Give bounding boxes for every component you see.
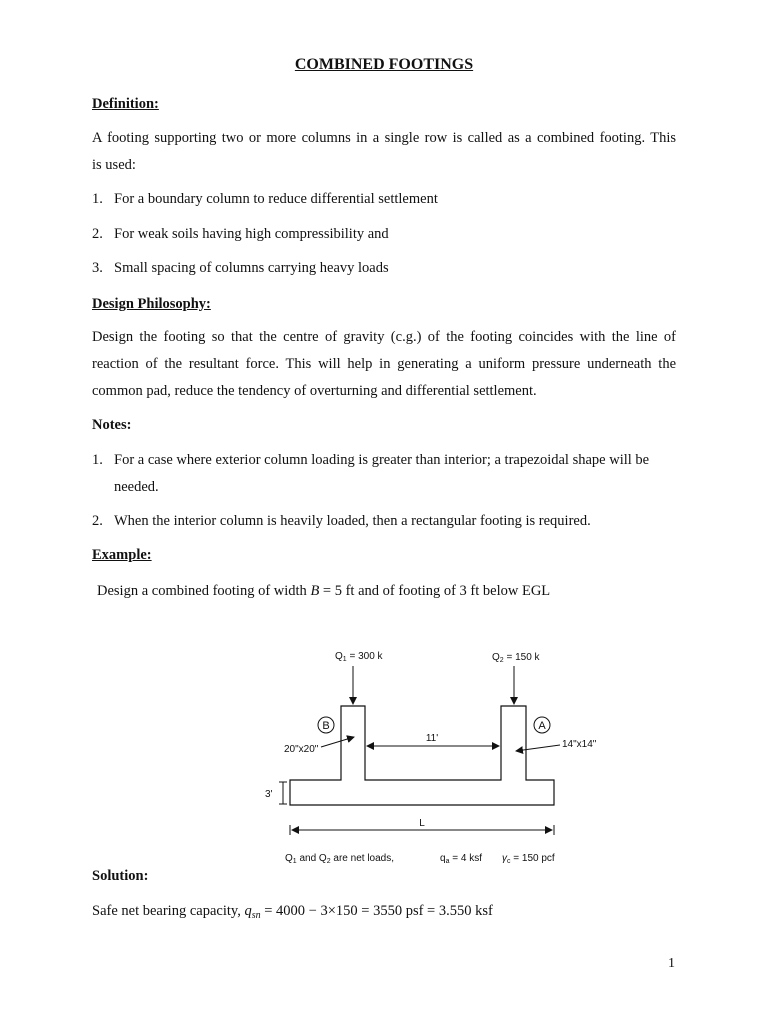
example-text-post: = 5 ft and of footing of 3 ft below EGL — [319, 583, 551, 599]
q1-load-label: $Q_1 = 300$ k — [335, 651, 383, 663]
notes-item-1-line-2: needed. — [114, 479, 159, 495]
example-var-b: B — [310, 583, 320, 599]
footing-length-label: L — [419, 818, 425, 829]
design-philosophy-heading: Design Philosophy: — [92, 296, 211, 312]
allowable-pressure-note: $q_a = 4$ ksf — [440, 853, 482, 865]
solution-text-pre: Safe net bearing capacity, — [92, 903, 245, 919]
example-heading: Example: — [92, 547, 152, 563]
column-b-pointer — [321, 737, 354, 747]
definition-line-1: A footing supporting two or more columns in a single row is called as a combined footing. This — [92, 130, 676, 146]
column-a-size: 14"x14" — [562, 739, 597, 750]
list-number: 3. — [92, 260, 103, 276]
q2-load-label: $Q_2 = 150$ k — [492, 652, 540, 664]
solution-var-subscript: sn — [251, 910, 261, 921]
page-number: 1 — [668, 956, 675, 971]
definition-heading: Definition: — [92, 96, 159, 112]
list-text: For a boundary column to reduce differential settlement — [114, 191, 438, 207]
concrete-unit-weight-note: $\gamma_c = 150$ pcf — [502, 853, 555, 865]
footing-depth-label: 3' — [265, 789, 273, 800]
column-b-size: 20"x20" — [284, 744, 319, 755]
column-a-pointer — [516, 745, 560, 751]
solution-text-post: = 4000 − 3×150 = 3550 psf = 3.550 ksf — [260, 903, 493, 919]
example-text-pre: Design a combined footing of width — [97, 583, 311, 599]
list-number: 2. — [92, 226, 103, 242]
notes-heading: Notes: — [92, 417, 132, 433]
column-a-label: A — [538, 720, 546, 732]
definition-line-2: is used: — [92, 157, 136, 173]
list-text: For weak soils having high compressibility and — [114, 226, 389, 242]
column-spacing-label: 11' — [425, 733, 439, 744]
design-philosophy-line-3: common pad, reduce the tendency of overturning and differential settlement. — [92, 383, 537, 399]
design-philosophy-line-2: reaction of the resultant force. This will help in generating a uniform pressure underneath the — [92, 356, 676, 372]
list-text: Small spacing of columns carrying heavy loads — [114, 260, 389, 276]
net-loads-note: $Q_1$ and $Q_2$ are net loads, — [285, 853, 394, 865]
notes-item-2-text: When the interior column is heavily loaded, then a rectangular footing is required. — [114, 513, 591, 529]
design-philosophy-line-1: Design the footing so that the centre of gravity (c.g.) of the footing coincides with the line of — [92, 329, 676, 345]
list-number: 1. — [92, 452, 103, 468]
solution-var-q: q — [244, 903, 252, 919]
list-number: 2. — [92, 513, 103, 529]
notes-item-1-line-1: For a case where exterior column loading is greater than interior; a trapezoidal shape will be — [114, 452, 650, 468]
solution-text — [92, 903, 493, 921]
page-title: COMBINED FOOTINGS — [294, 56, 474, 73]
list-number: 1. — [92, 191, 103, 207]
column-b-label: B — [322, 720, 330, 732]
solution-heading: Solution: — [92, 868, 149, 884]
